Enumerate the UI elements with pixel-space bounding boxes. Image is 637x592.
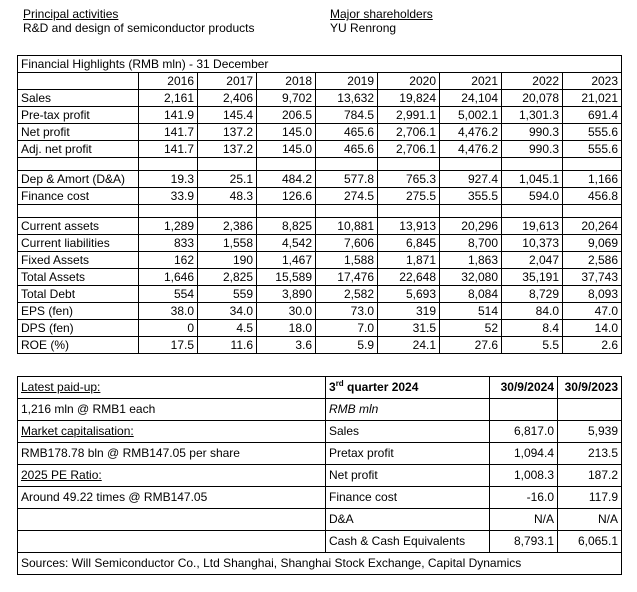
spacer-row [18, 205, 622, 218]
principal-activities-title: Principal activities [23, 7, 119, 21]
row-label: Fixed Assets [18, 252, 139, 269]
q-row-value-2023: 213.5 [558, 443, 622, 465]
row-value: 2,047 [502, 252, 563, 269]
row-value: 37,743 [563, 269, 622, 286]
row-value: 465.6 [316, 141, 378, 158]
row-value: 456.8 [563, 188, 622, 205]
latest-paid-up-label: Latest paid-up: [21, 380, 101, 394]
row-value: 206.5 [257, 107, 316, 124]
q-row-value-2024: 8,793.1 [490, 531, 558, 553]
row-value: 2,706.1 [378, 124, 440, 141]
table-title-row [18, 56, 622, 73]
row-value: 33.9 [139, 188, 198, 205]
spacer-cell [316, 158, 378, 171]
year-header: 2021 [440, 73, 502, 90]
q-row-value-2023: 6,065.1 [558, 531, 622, 553]
row-value: 7,606 [316, 235, 378, 252]
financial-row [18, 218, 622, 235]
q-row-label: Pretax profit [326, 443, 490, 465]
row-value: 1,166 [563, 171, 622, 188]
pe-ratio-value: Around 49.22 times @ RMB147.05 [18, 487, 326, 509]
row-value: 319 [378, 303, 440, 320]
row-value: 13,632 [316, 90, 378, 107]
year-header: 2016 [139, 73, 198, 90]
row-value: 13,913 [378, 218, 440, 235]
summary-row [18, 487, 622, 509]
summary-row [18, 509, 622, 531]
row-value: 2,825 [198, 269, 257, 286]
row-value: 24,104 [440, 90, 502, 107]
spacer-cell [502, 158, 563, 171]
row-value: 34.0 [198, 303, 257, 320]
row-value: 145.0 [257, 141, 316, 158]
row-value: 32,080 [440, 269, 502, 286]
row-value: 18.0 [257, 320, 316, 337]
row-value: 19,824 [378, 90, 440, 107]
row-label: Current liabilities [18, 235, 139, 252]
row-value: 11.6 [198, 337, 257, 354]
row-value: 19,613 [502, 218, 563, 235]
financial-row [18, 90, 622, 107]
market-cap-label: Market capitalisation: [21, 424, 134, 438]
spacer-cell [378, 205, 440, 218]
row-value: 30.0 [257, 303, 316, 320]
row-value: 4,476.2 [440, 141, 502, 158]
row-value: 4.5 [198, 320, 257, 337]
row-value: 2,586 [563, 252, 622, 269]
unit-label: RMB mln [326, 399, 490, 421]
financial-row [18, 107, 622, 124]
row-value: 2.6 [563, 337, 622, 354]
row-label: Pre-tax profit [18, 107, 139, 124]
row-value: 8.4 [502, 320, 563, 337]
row-value: 15,589 [257, 269, 316, 286]
financial-row [18, 286, 622, 303]
row-value: 2,582 [316, 286, 378, 303]
row-value: 5.5 [502, 337, 563, 354]
q-row-value-2024: 1,008.3 [490, 465, 558, 487]
summary-row [18, 465, 622, 487]
row-value: 38.0 [139, 303, 198, 320]
row-value: 8,700 [440, 235, 502, 252]
major-shareholders-title: Major shareholders [330, 7, 433, 21]
spacer-cell [198, 205, 257, 218]
row-value: 1,289 [139, 218, 198, 235]
latest-paid-up-value: 1,216 mln @ RMB1 each [18, 399, 326, 421]
row-value: 1,045.1 [502, 171, 563, 188]
row-value: 17.5 [139, 337, 198, 354]
q-row-value-2024: N/A [490, 509, 558, 531]
spacer-cell [257, 205, 316, 218]
q-row-label: Sales [326, 421, 490, 443]
spacer-cell [563, 158, 622, 171]
row-value: 145.4 [198, 107, 257, 124]
sources-text: Sources: Will Semiconductor Co., Ltd Shanghai, Shanghai Stock Exchange, Capital Dynamics [18, 553, 622, 575]
row-value: 0 [139, 320, 198, 337]
year-header: 2022 [502, 73, 563, 90]
row-value: 765.3 [378, 171, 440, 188]
financial-row [18, 235, 622, 252]
row-label: Total Debt [18, 286, 139, 303]
row-value: 5,693 [378, 286, 440, 303]
summary-row [18, 531, 622, 553]
row-value: 8,825 [257, 218, 316, 235]
financial-row [18, 188, 622, 205]
spacer-cell [316, 205, 378, 218]
row-value: 8,729 [502, 286, 563, 303]
row-value: 145.0 [257, 124, 316, 141]
principal-activities-block [23, 7, 254, 35]
row-label: Dep & Amort (D&A) [18, 171, 139, 188]
financial-row [18, 171, 622, 188]
q-row-label: Net profit [326, 465, 490, 487]
row-value: 555.6 [563, 141, 622, 158]
q-row-value-2023: 117.9 [558, 487, 622, 509]
row-value: 577.8 [316, 171, 378, 188]
row-value: 4,476.2 [440, 124, 502, 141]
year-header: 2018 [257, 73, 316, 90]
row-value: 84.0 [502, 303, 563, 320]
row-value: 5.9 [316, 337, 378, 354]
row-value: 1,588 [316, 252, 378, 269]
row-value: 27.6 [440, 337, 502, 354]
row-value: 355.5 [440, 188, 502, 205]
row-value: 275.5 [378, 188, 440, 205]
row-value: 4,542 [257, 235, 316, 252]
q-row-value-2023: N/A [558, 509, 622, 531]
row-value: 73.0 [316, 303, 378, 320]
row-value: 48.3 [198, 188, 257, 205]
row-value: 6,845 [378, 235, 440, 252]
col-2023-header: 30/9/2023 [558, 377, 622, 399]
row-value: 20,078 [502, 90, 563, 107]
col-2024-header: 30/9/2024 [490, 377, 558, 399]
financial-row [18, 269, 622, 286]
row-label: Adj. net profit [18, 141, 139, 158]
row-value: 162 [139, 252, 198, 269]
row-value: 514 [440, 303, 502, 320]
row-value: 484.2 [257, 171, 316, 188]
summary-row [18, 421, 622, 443]
year-header: 2017 [198, 73, 257, 90]
row-value: 927.4 [440, 171, 502, 188]
row-value: 20,264 [563, 218, 622, 235]
row-value: 784.5 [316, 107, 378, 124]
row-value: 1,863 [440, 252, 502, 269]
financial-row [18, 320, 622, 337]
row-value: 8,084 [440, 286, 502, 303]
row-value: 20,296 [440, 218, 502, 235]
q-row-label: Finance cost [326, 487, 490, 509]
row-value: 2,991.1 [378, 107, 440, 124]
spacer-row [18, 158, 622, 171]
spacer-cell [440, 158, 502, 171]
row-value: 691.4 [563, 107, 622, 124]
row-value: 10,373 [502, 235, 563, 252]
row-label: Total Assets [18, 269, 139, 286]
q-row-label: D&A [326, 509, 490, 531]
row-value: 990.3 [502, 141, 563, 158]
year-header: 2019 [316, 73, 378, 90]
row-label: Current assets [18, 218, 139, 235]
row-value: 19.3 [139, 171, 198, 188]
row-value: 2,161 [139, 90, 198, 107]
row-value: 559 [198, 286, 257, 303]
row-value: 5,002.1 [440, 107, 502, 124]
q-row-value-2023: 187.2 [558, 465, 622, 487]
row-value: 141.7 [139, 124, 198, 141]
row-value: 17,476 [316, 269, 378, 286]
year-header: 2020 [378, 73, 440, 90]
row-value: 24.1 [378, 337, 440, 354]
financial-row [18, 252, 622, 269]
row-value: 25.1 [198, 171, 257, 188]
summary-row [18, 443, 622, 465]
row-value: 7.0 [316, 320, 378, 337]
row-value: 9,069 [563, 235, 622, 252]
row-value: 137.2 [198, 141, 257, 158]
row-label: Sales [18, 90, 139, 107]
spacer-cell [18, 158, 139, 171]
row-value: 1,467 [257, 252, 316, 269]
principal-activities-text: R&D and design of semiconductor products [23, 21, 255, 35]
row-value: 3,890 [257, 286, 316, 303]
row-value: 2,386 [198, 218, 257, 235]
row-value: 9,702 [257, 90, 316, 107]
row-value: 594.0 [502, 188, 563, 205]
row-value: 833 [139, 235, 198, 252]
spacer-cell [139, 158, 198, 171]
financial-row [18, 337, 622, 354]
q-row-value-2023: 5,939 [558, 421, 622, 443]
row-value: 126.6 [257, 188, 316, 205]
row-value: 1,301.3 [502, 107, 563, 124]
row-value: 1,646 [139, 269, 198, 286]
row-value: 990.3 [502, 124, 563, 141]
row-label: EPS (fen) [18, 303, 139, 320]
financial-row [18, 124, 622, 141]
sources-row [18, 553, 622, 575]
major-shareholders-block [330, 7, 433, 35]
row-value: 31.5 [378, 320, 440, 337]
row-value: 190 [198, 252, 257, 269]
row-value: 14.0 [563, 320, 622, 337]
row-label: ROE (%) [18, 337, 139, 354]
summary-row [18, 399, 622, 421]
summary-header-row [18, 377, 622, 399]
q-row-value-2024: 6,817.0 [490, 421, 558, 443]
market-cap-value: RMB178.78 bln @ RMB147.05 per share [18, 443, 326, 465]
row-value: 555.6 [563, 124, 622, 141]
row-value: 47.0 [563, 303, 622, 320]
q-row-label: Cash & Cash Equivalents [326, 531, 490, 553]
row-value: 3.6 [257, 337, 316, 354]
row-value: 52 [440, 320, 502, 337]
row-value: 554 [139, 286, 198, 303]
spacer-cell [502, 205, 563, 218]
row-value: 1,871 [378, 252, 440, 269]
row-value: 1,558 [198, 235, 257, 252]
row-value: 10,881 [316, 218, 378, 235]
row-label: Net profit [18, 124, 139, 141]
table-title: Financial Highlights (RMB mln) - 31 December [21, 57, 269, 71]
row-value: 21,021 [563, 90, 622, 107]
spacer-cell [139, 205, 198, 218]
row-value: 35,191 [502, 269, 563, 286]
q-row-value-2024: 1,094.4 [490, 443, 558, 465]
spacer-cell [440, 205, 502, 218]
row-value: 137.2 [198, 124, 257, 141]
row-value: 2,706.1 [378, 141, 440, 158]
year-header-row [18, 73, 622, 90]
spacer-cell [198, 158, 257, 171]
row-value: 2,406 [198, 90, 257, 107]
spacer-cell [563, 205, 622, 218]
q-row-value-2024: -16.0 [490, 487, 558, 509]
quarter-heading: 3rd quarter 2024 [326, 377, 490, 399]
spacer-cell [18, 205, 139, 218]
spacer-cell [378, 158, 440, 171]
row-value: 22,648 [378, 269, 440, 286]
row-value: 141.9 [139, 107, 198, 124]
row-value: 274.5 [316, 188, 378, 205]
row-label: Finance cost [18, 188, 139, 205]
year-header-blank [18, 73, 139, 90]
financial-row [18, 303, 622, 320]
spacer-cell [257, 158, 316, 171]
major-shareholders-text: YU Renrong [330, 21, 397, 35]
row-value: 8,093 [563, 286, 622, 303]
summary-table [17, 376, 622, 575]
pe-ratio-label: 2025 PE Ratio: [21, 468, 102, 482]
financial-highlights-table [17, 55, 622, 354]
financial-row [18, 141, 622, 158]
row-label: DPS (fen) [18, 320, 139, 337]
row-value: 465.6 [316, 124, 378, 141]
row-value: 141.7 [139, 141, 198, 158]
year-header: 2023 [563, 73, 622, 90]
